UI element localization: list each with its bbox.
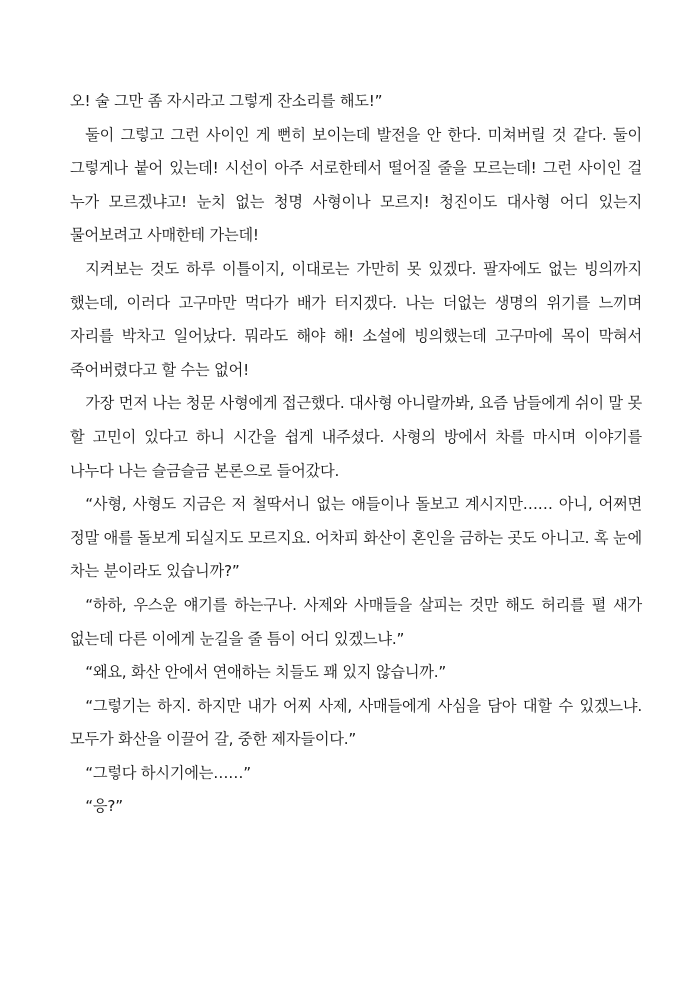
paragraph: “하하, 우스운 얘기를 하는구나. 사제와 사매들을 살피는 것만 해도 허리를 펼 새가 없는데 다른 이에게 눈길을 줄 틈이 어디 있겠느냐.” [70,595,642,648]
paragraph: “그렇기는 하지. 하지만 내가 어찌 사제, 사매들에게 사심을 담아 대할 수 있겠느냐. 모두가 화산을 이끌어 갈, 중한 제자들이다.” [70,696,642,749]
paragraph: 둘이 그렇고 그런 사이인 게 뻔히 보이는데 발전을 안 한다. 미쳐버릴 것 같다. 둘이 그렇게나 붙어 있는데! 시선이 아주 서로한테서 떨어질 줄을 모르는데! 그런 사이인 걸 누가 모르겠냐고! 눈치 없는 청명 사형이나 모르지! 청진이도 대사형 어디 있는지 물어보려고 사매한테 가는데! [70,125,642,245]
paragraph: 가장 먼저 나는 청문 사형에게 접근했다. 대사형 아니랄까봐, 요즘 남들에게 쉬이 말 못 할 고민이 있다고 하니 시간을 쉽게 내주셨다. 사형의 방에서 차를 마시며 이야기를 나누다 나는 슬금슬금 본론으로 들어갔다. [70,394,642,480]
paragraph: “그렇다 하시기에는……” [85,763,251,782]
document-body [70,85,642,824]
paragraph: 지켜보는 것도 하루 이틀이지, 이대로는 가만히 못 있겠다. 팔자에도 없는 빙의까지 했는데, 이러다 고구마만 먹다가 배가 터지겠다. 나는 더없는 생명의 위기를 느끼며 자리를 박차고 일어났다. 뭐라도 해야 해! 소설에 빙의했는데 고구마에 목이 막혀서 죽어버렸다고 할 수는 없어! [70,259,642,379]
paragraph: 오! 술 그만 좀 자시라고 그렇게 잔소리를 해도!” [70,92,383,110]
paragraph: “응?” [85,797,123,816]
paragraph: “왜요, 화산 안에서 연애하는 치들도 꽤 있지 않습니까.” [85,663,447,682]
paragraph: “사형, 사형도 지금은 저 철딱서니 없는 애들이나 돌보고 계시지만…… 아니, 어쩌면 정말 애를 돌보게 되실지도 모르지요. 어차피 화산이 혼인을 금하는 곳도 아니고. 혹 눈에 차는 분이라도 있습니까?” [70,495,642,581]
